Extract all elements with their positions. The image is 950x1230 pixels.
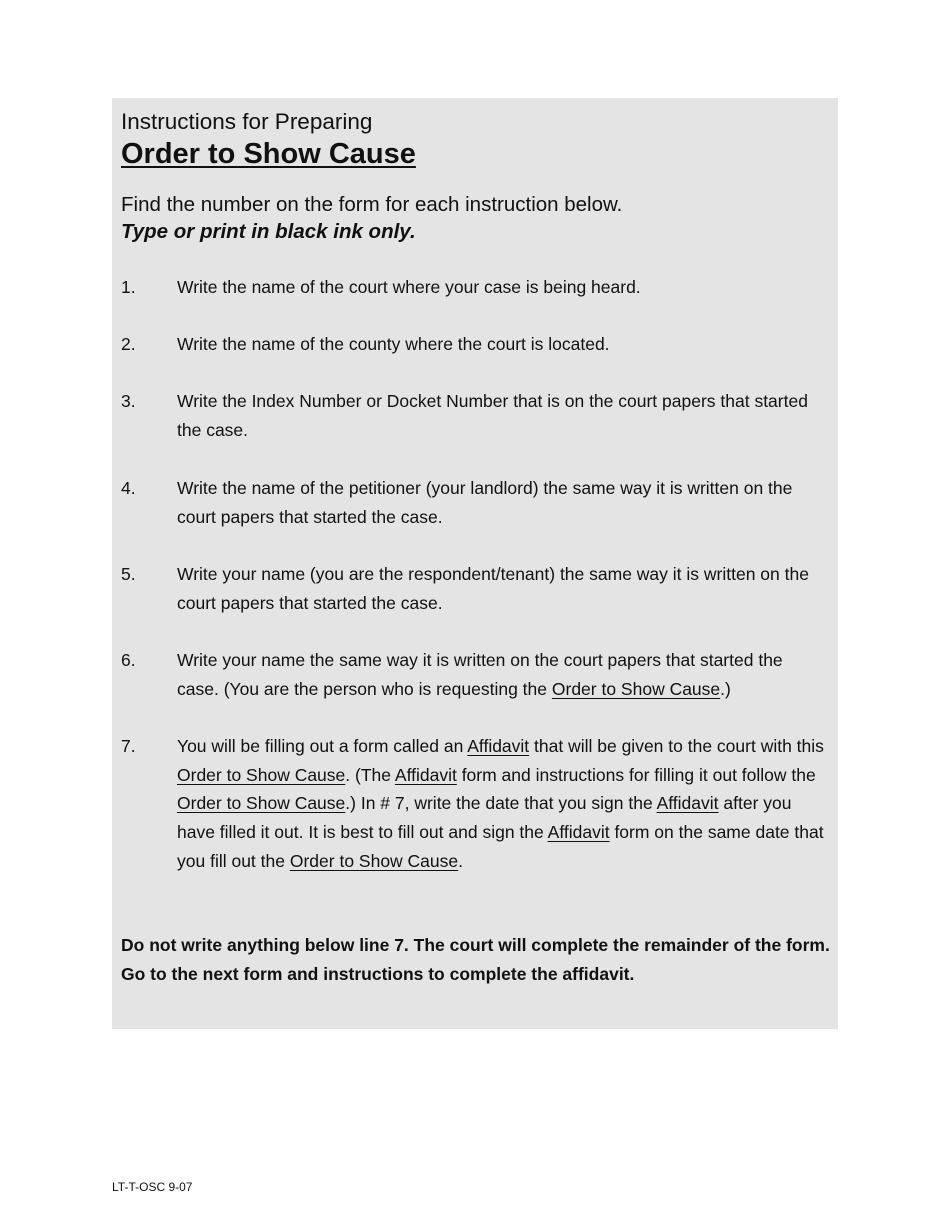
- instruction-item-1: [121, 273, 829, 302]
- instructions-panel: [112, 98, 838, 1029]
- instruction-text: Write your name (you are the respondent/tenant) the same way it is written on the court papers that started the case.: [177, 564, 809, 613]
- instruction-number: 4.: [121, 478, 136, 498]
- order-to-show-cause-reference: Order to Show Cause: [551, 678, 721, 699]
- instruction-text: Write the name of the court where your case is being heard.: [177, 277, 641, 297]
- order-to-show-cause-reference: Order to Show Cause: [177, 793, 346, 814]
- document-subtitle: Instructions for Preparing: [121, 109, 373, 134]
- instruction-item-7: [121, 732, 829, 876]
- instruction-text: Write the name of the petitioner (your landlord) the same way it is written on the court papers that started the case.: [177, 478, 793, 527]
- instruction-text-part: form and instructions for filling it out follow the: [456, 764, 816, 785]
- intro-line: Find the number on the form for each instruction below.: [121, 193, 623, 216]
- instruction-item-4: [121, 474, 829, 531]
- order-to-show-cause-reference: Order to Show Cause: [289, 850, 459, 871]
- affidavit-reference: Affidavit: [467, 736, 530, 756]
- intro-text: [121, 191, 622, 245]
- instruction-text: [177, 732, 829, 876]
- ink-instruction: Type or print in black ink only.: [121, 220, 416, 243]
- instruction-text-part: . (The: [345, 764, 395, 785]
- instruction-text: [177, 646, 829, 703]
- instruction-text: Write the name of the county where the court is located.: [177, 334, 610, 354]
- instruction-text-part: after you have filled it out. It is best to fill out and sign the: [177, 793, 792, 843]
- instruction-number: 1.: [121, 277, 136, 297]
- instruction-text-part: .: [458, 850, 464, 871]
- document-title: Order to Show Cause: [121, 138, 416, 170]
- order-to-show-cause-reference: Order to Show Cause: [177, 764, 346, 785]
- instruction-item-5: [121, 560, 829, 617]
- affidavit-reference: Affidavit: [547, 822, 610, 843]
- instruction-text-part: .) In # 7, write the date that you sign the: [345, 793, 657, 814]
- instruction-number: 7.: [121, 736, 136, 756]
- form-code: LT-T-OSC 9-07: [112, 1180, 193, 1194]
- instruction-text: Write the Index Number or Docket Number that is on the court papers that started the case.: [177, 391, 808, 440]
- instruction-number: 2.: [121, 334, 136, 354]
- instruction-text-part: You will be filling out a form called an: [177, 736, 468, 756]
- instruction-number: 6.: [121, 650, 136, 670]
- instruction-text-part: form on the same date that you fill out the: [177, 822, 824, 871]
- instruction-item-2: [121, 330, 829, 359]
- instruction-text-part: that will be given to the court with this: [529, 736, 824, 756]
- affidavit-reference: Affidavit: [394, 764, 457, 785]
- instruction-item-6: [121, 646, 829, 703]
- instruction-text-part: .): [720, 678, 731, 699]
- instruction-item-3: [121, 387, 829, 444]
- instruction-number: 5.: [121, 564, 136, 584]
- instruction-text-part: Write your name the same way it is written on the court papers that started the case. (You are the person who is requesting the: [177, 650, 783, 699]
- instruction-number: 3.: [121, 391, 136, 411]
- affidavit-reference: Affidavit: [656, 793, 719, 814]
- closing-note: Do not write anything below line 7. The court will complete the remainder of the form. Go to the next form and instructions to complete the affidavit.: [121, 935, 830, 984]
